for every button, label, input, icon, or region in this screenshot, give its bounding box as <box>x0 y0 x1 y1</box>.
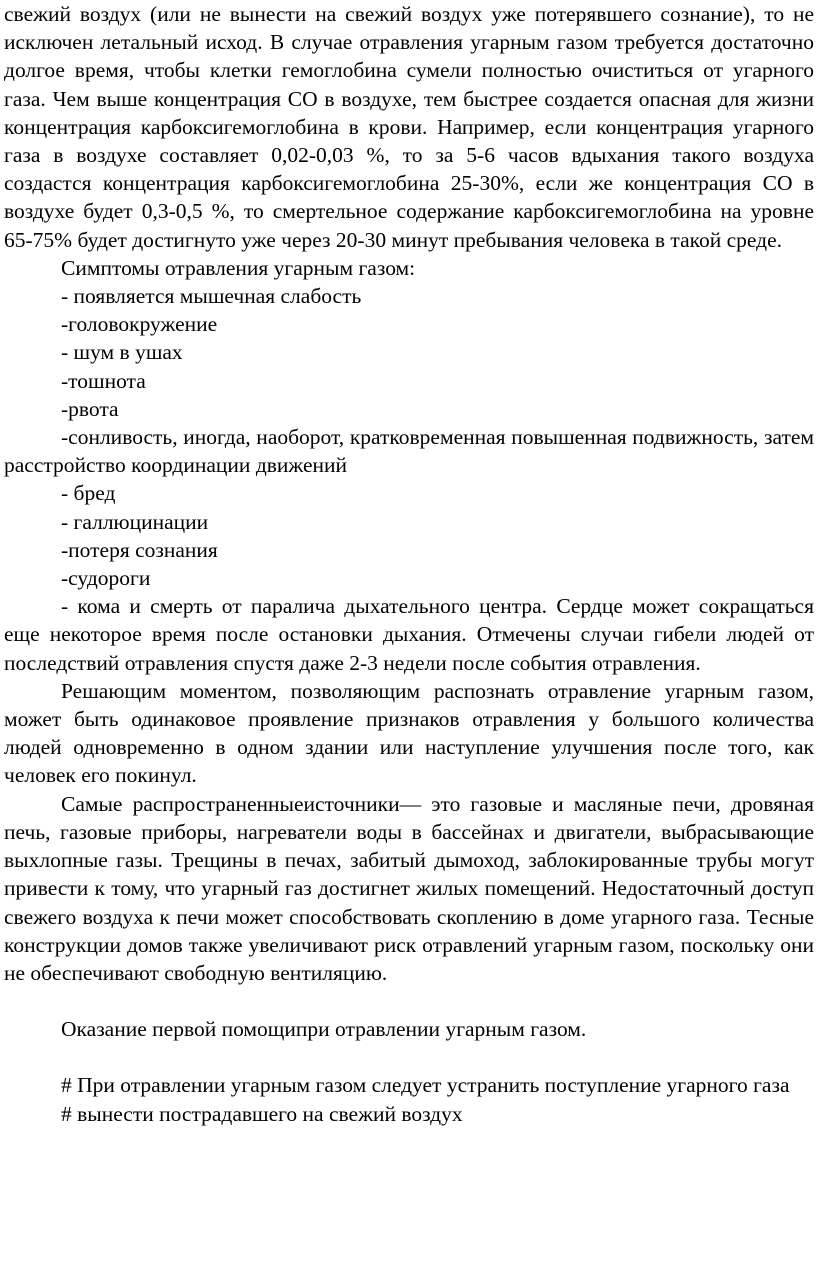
symptom-item: - появляется мышечная слабость <box>61 284 362 309</box>
symptom-item: -судороги <box>61 566 151 591</box>
paragraph-recognition: Решающим моментом, позволяющим распознать отравление угарным газом, может быть одинаковое проявление признаков отравления у большого количества людей одновременно в одном здании или наступление улучшения после того, как человек его покинул. <box>4 678 814 788</box>
symptom-item: - шум в ушах <box>61 340 183 365</box>
symptom-item: -рвота <box>61 396 119 421</box>
paragraph-spacer <box>4 987 814 1015</box>
paragraph-continuation: свежий воздух (или не вынести на свежий воздух уже потерявшего сознание), то не исключен летальный исход. В случае отравления угарным газом требуется достаточно долгое время, чтобы клетки гемоглобина сумели полностью очиститься от угарного газа. Чем выше концентрация СО в воздухе, тем быстрее создается опасная для жизни концентрация карбоксигемоглобина в крови. Например, если концентрация угарного газа в воздухе составляет 0,02-0,03 %, то за 5-6 часов вдыхания такого воздуха создастся концентрация карбоксигемоглобина 25-30%, если же концентрация СО в воздухе будет 0,3-0,5 %, то смертельное содержание карбоксигемоглобина на уровне 65-75% будет достигнуто уже через 20-30 минут пребывания человека в такой среде. <box>4 2 814 252</box>
first-aid-step: # При отравлении угарным газом следует устранить поступление угарного газа <box>61 1073 790 1098</box>
symptom-item: -тошнота <box>61 368 146 393</box>
symptom-item: -потеря сознания <box>61 537 218 562</box>
symptom-item: - бред <box>61 481 116 506</box>
paragraph-sources: Самые распространенныеисточники— это газовые и масляные печи, дровяная печь, газовые приборы, нагреватели воды в бассейнах и двигатели, выбрасывающие выхлопные газы. Трещины в печах, забитый дымоход, заблокированные трубы могут привести к тому, что угарный газ достигнет жилых помещений. Недостаточный доступ свежего воздуха к печи может способствовать скоплению в доме угарного газа. Тесные конструкции домов также увеличивают риск отравлений угарным газом, поскольку они не обеспечивают свободную вентиляцию. <box>4 791 814 985</box>
symptom-item: -головокружение <box>61 312 218 337</box>
paragraph-spacer <box>4 1043 814 1071</box>
first-aid-heading: Оказание первой помощипри отравлении угарным газом. <box>61 1017 587 1042</box>
symptom-item: -сонливость, иногда, наоборот, кратковременная повышенная подвижность, затем расстройство координации движений <box>4 425 814 478</box>
document-page <box>4 0 814 1128</box>
symptoms-heading: Симптомы отравления угарным газом: <box>61 255 416 280</box>
first-aid-step: # вынести пострадавшего на свежий воздух <box>61 1101 463 1126</box>
symptom-item: - кома и смерть от паралича дыхательного центра. Сердце может сокращаться еще некоторое время после остановки дыхания. Отмечены случаи гибели людей от последствий отравления спустя даже 2-3 недели после события отравления. <box>4 594 814 675</box>
symptom-item: - галлюцинации <box>61 509 209 534</box>
